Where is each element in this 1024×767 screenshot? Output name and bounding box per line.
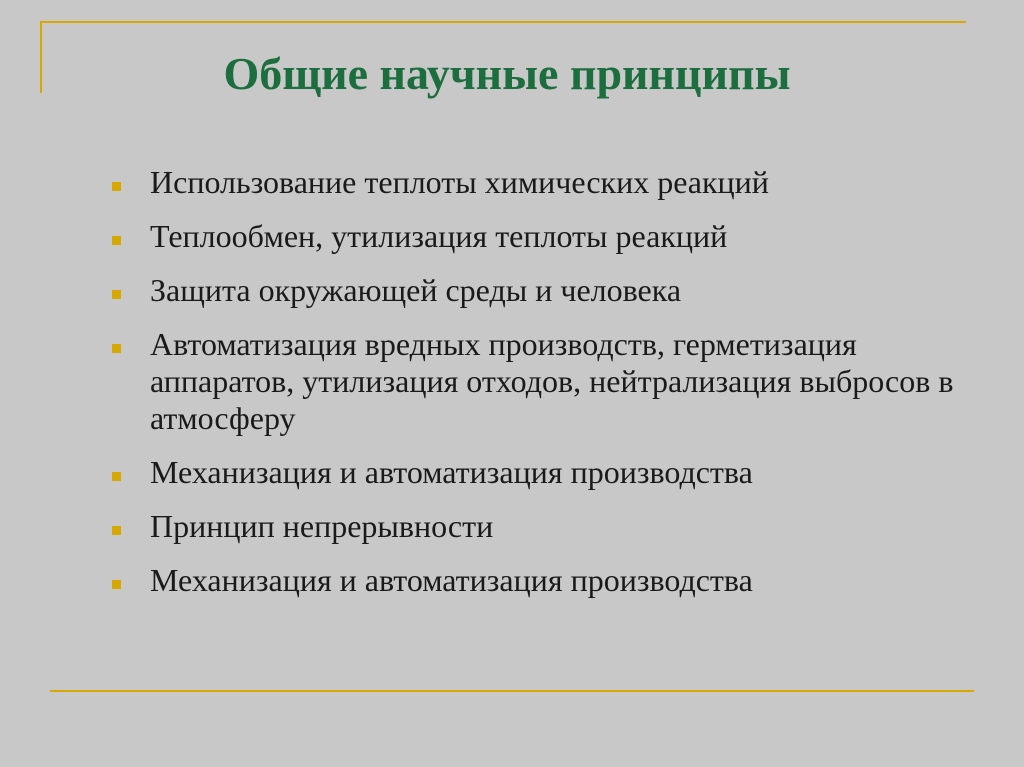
square-bullet-icon	[112, 344, 121, 353]
bullet-text: Принцип непрерывности	[150, 508, 494, 544]
bullet-item	[112, 326, 992, 437]
bullet-item	[112, 562, 992, 599]
bullet-text: Использование теплоты химических реакций	[150, 164, 769, 200]
bullet-text: Автоматизация вредных производств, герметизация аппаратов, утилизация отходов, нейтрализация выбросов в атмосферу	[150, 326, 954, 436]
square-bullet-icon	[112, 472, 121, 481]
frame-bottom-line	[50, 690, 974, 692]
slide-title: Общие научные принципы	[223, 48, 791, 99]
square-bullet-icon	[112, 580, 121, 589]
square-bullet-icon	[112, 526, 121, 535]
square-bullet-icon	[112, 290, 121, 299]
bullet-list	[112, 164, 992, 616]
bullet-item	[112, 218, 992, 255]
bullet-item	[112, 272, 992, 309]
bullet-text: Механизация и автоматизация производства	[150, 454, 753, 490]
frame-top-line	[40, 21, 966, 23]
bullet-text: Механизация и автоматизация производства	[150, 562, 753, 598]
bullet-item	[112, 508, 992, 545]
bullet-text: Защита окружающей среды и человека	[150, 272, 682, 308]
square-bullet-icon	[112, 236, 121, 245]
bullet-item	[112, 454, 992, 491]
bullet-item	[112, 164, 992, 201]
square-bullet-icon	[112, 182, 121, 191]
bullet-text: Теплообмен, утилизация теплоты реакций	[150, 218, 728, 254]
